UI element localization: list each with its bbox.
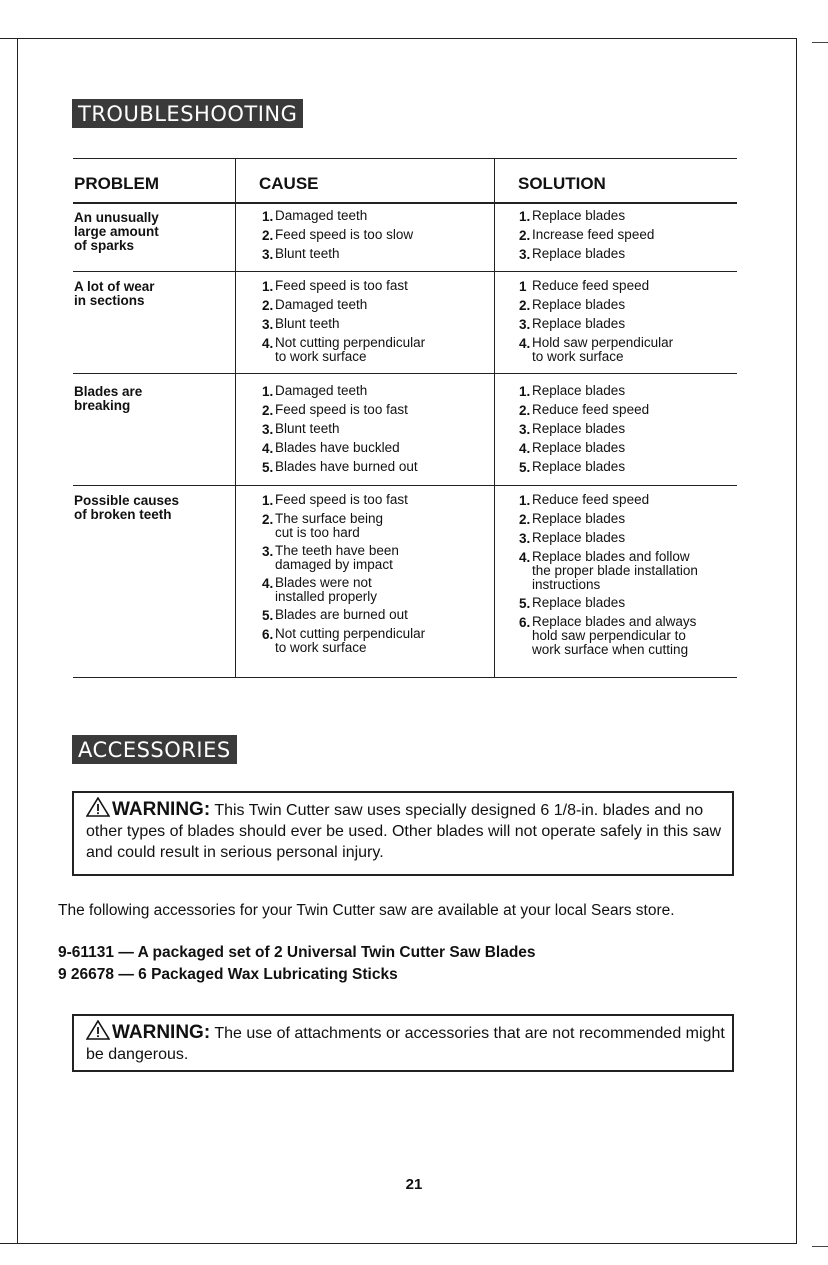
part-number: 9 26678 <box>58 966 115 983</box>
part-description: A packaged set of 2 Universal Twin Cutter Saw Blades <box>137 944 536 961</box>
list-item: 1. Reduce feed speed <box>519 492 650 508</box>
warning-box <box>72 1014 734 1072</box>
warning-box <box>72 791 734 876</box>
list-item: 1. Replace blades <box>519 208 626 224</box>
list-item: 1 Reduce feed speed <box>519 278 650 294</box>
row-divider <box>73 271 737 272</box>
column-divider <box>235 158 236 678</box>
warning-triangle-icon <box>86 1020 110 1040</box>
part-dash: — <box>118 944 134 961</box>
list-item: 4. Hold saw perpendicular to work surface <box>519 335 674 364</box>
part-description: 6 Packaged Wax Lubricating Sticks <box>138 966 398 983</box>
troubleshooting-heading: TROUBLESHOOTING <box>72 99 303 128</box>
list-item: 6. Replace blades and always hold saw perpendicular to work surface when cutting <box>519 614 697 657</box>
troubleshooting-table <box>73 158 737 678</box>
table-top-rule <box>73 158 737 159</box>
list-item: 1. Feed speed is too fast <box>262 278 408 294</box>
list-item: 4. Replace blades and follow the proper blade installation instructions <box>519 549 698 592</box>
crop-mark <box>812 42 828 43</box>
problem-cell: Blades are breaking <box>74 384 143 413</box>
solution-list <box>519 279 734 368</box>
page-frame-bottom <box>0 1243 797 1244</box>
list-item: 1. Damaged teeth <box>262 383 368 399</box>
problem-cell: An unusually large amount of sparks <box>74 210 159 253</box>
list-item: 3. The teeth have been damaged by impact <box>262 543 399 572</box>
list-item: 1. Damaged teeth <box>262 208 368 224</box>
cause-list <box>262 493 487 659</box>
list-item: 3. Blunt teeth <box>262 246 340 262</box>
warning-triangle-icon <box>86 797 110 817</box>
page-frame-left <box>17 38 18 1243</box>
cause-list <box>262 384 487 479</box>
page-frame-right <box>796 38 797 1243</box>
list-item: 3. Blunt teeth <box>262 316 340 332</box>
warning-text: This Twin Cutter saw uses specially designed 6 1/8-in. blades and no other types of blades should ever be used. Other blades will not operate safely in this saw and could result in serious personal injury. <box>86 802 722 861</box>
list-item: 3. Replace blades <box>519 530 626 546</box>
list-item: 2. Replace blades <box>519 297 626 313</box>
solution-list <box>519 493 734 661</box>
list-item: 1. Feed speed is too fast <box>262 492 408 508</box>
list-item: 2. Feed speed is too fast <box>262 402 408 418</box>
solution-list <box>519 209 734 266</box>
header-problem: PROBLEM <box>74 174 159 193</box>
table-header-rule <box>73 202 737 204</box>
crop-mark <box>812 1246 828 1247</box>
list-item: 2. Reduce feed speed <box>519 402 650 418</box>
part-number: 9-61131 <box>58 944 115 961</box>
row-divider <box>73 373 737 374</box>
list-item: 2. Increase feed speed <box>519 227 655 243</box>
list-item: 3. Replace blades <box>519 246 626 262</box>
accessory-item <box>58 966 398 984</box>
page-frame-top <box>0 38 797 39</box>
header-cause: CAUSE <box>259 174 319 193</box>
list-item: 2. Feed speed is too slow <box>262 227 414 243</box>
list-item: 5. Blades are burned out <box>262 607 408 623</box>
part-dash: — <box>118 966 134 983</box>
warning-label: WARNING: <box>112 799 211 820</box>
row-divider <box>73 485 737 486</box>
warning-text: The use of attachments or accessories that are not recommended might be dangerous. <box>86 1025 725 1063</box>
cause-list <box>262 209 487 266</box>
warning-label: WARNING: <box>112 1022 211 1043</box>
accessories-heading: ACCESSORIES <box>72 735 237 764</box>
page-number: 21 <box>405 1176 423 1193</box>
header-solution: SOLUTION <box>518 174 606 193</box>
list-item: 5. Replace blades <box>519 459 626 475</box>
problem-cell: Possible causes of broken teeth <box>74 493 180 522</box>
list-item: 3. Blunt teeth <box>262 421 340 437</box>
list-item: 1. Replace blades <box>519 383 626 399</box>
accessory-item <box>58 944 536 962</box>
list-item: 5. Blades have burned out <box>262 459 418 475</box>
list-item: 4. Blades have buckled <box>262 440 400 456</box>
list-item: 2. Replace blades <box>519 511 626 527</box>
list-item: 4. Not cutting perpendicular to work surface <box>262 335 426 364</box>
list-item: 2. The surface being cut is too hard <box>262 511 384 540</box>
list-item: 6. Not cutting perpendicular to work surface <box>262 626 426 655</box>
list-item: 2. Damaged teeth <box>262 297 368 313</box>
list-item: 3. Replace blades <box>519 421 626 437</box>
solution-list <box>519 384 734 479</box>
list-item: 4. Replace blades <box>519 440 626 456</box>
problem-cell: A lot of wear in sections <box>74 279 155 308</box>
column-divider <box>494 158 495 678</box>
cause-list <box>262 279 487 368</box>
accessories-intro: The following accessories for your Twin Cutter saw are available at your local Sears store. <box>58 902 675 919</box>
table-bottom-rule <box>73 677 737 678</box>
list-item: 5. Replace blades <box>519 595 626 611</box>
list-item: 4. Blades were not installed properly <box>262 575 378 604</box>
list-item: 3. Replace blades <box>519 316 626 332</box>
